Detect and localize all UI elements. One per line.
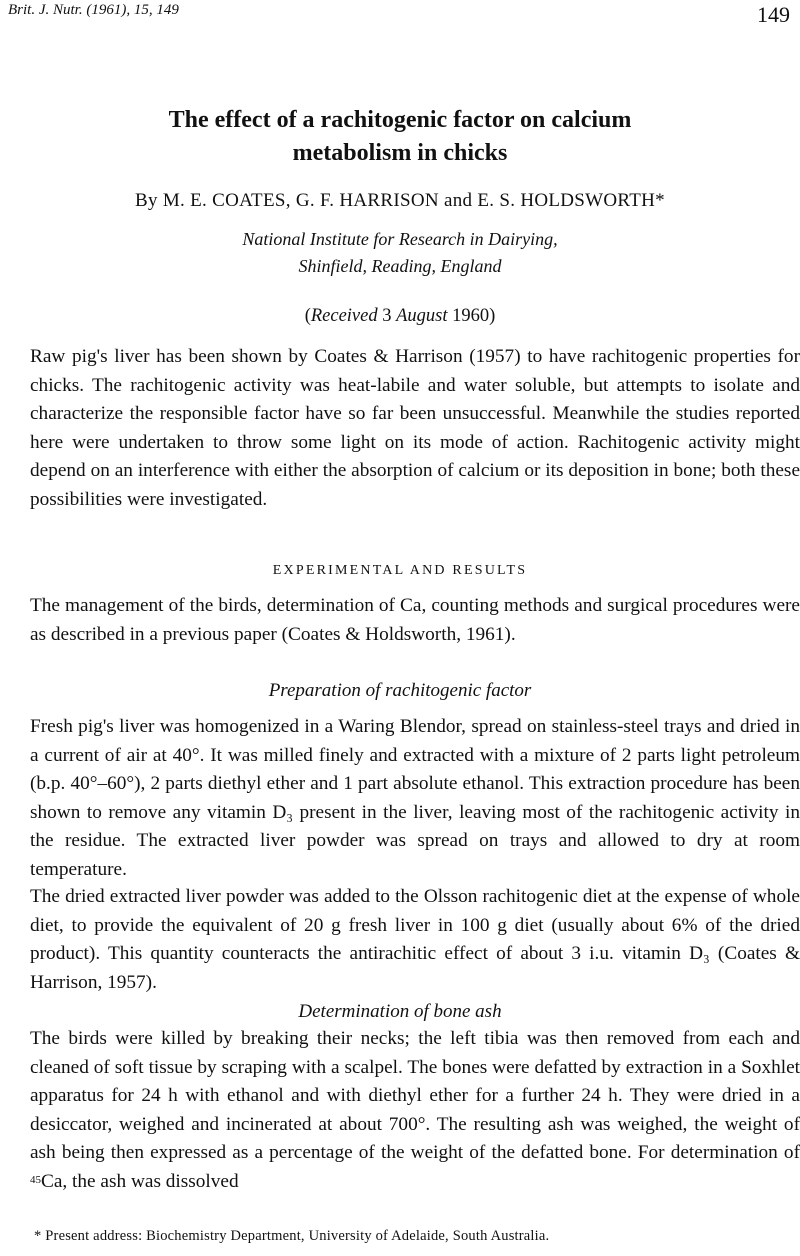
affiliation	[60, 226, 740, 280]
affiliation-line-2: Shinfield, Reading, England	[298, 256, 502, 276]
isotope-mass-number: 45	[30, 1173, 41, 1186]
received-year: 1960)	[447, 306, 496, 326]
intro-paragraph: Raw pig's liver has been shown by Coates & Harrison (1957) to have rachitogenic properties for chicks. The rachitogenic activity was heat-labile and water soluble, but attempts to isolate and characterize the responsible factor have so far been unsuccessful. Meanwhile the studies reported here were undertaken to throw some light on its mode of action. Rachitogenic activity might depend on an interference with either the absorption of calcium or its deposition in bone; both these possibilities were investigated.	[30, 346, 800, 510]
running-head	[8, 0, 796, 28]
subsection-heading-preparation: Preparation of rachitogenic factor	[268, 680, 532, 701]
received-day: 3	[377, 306, 397, 326]
page-number: 149	[757, 2, 790, 27]
methods-paragraph: The management of the birds, determination of Ca, counting methods and surgical procedures were as described in a previous paper (Coates & Holdsworth, 1961).	[30, 595, 800, 645]
preparation-paragraph-2: The dried extracted liver powder was added to the Olsson rachitogenic diet at the expense of whole diet, to provide the equivalent of 20 g fresh liver in 100 g diet (usually about 6% of the dried product). This quantity counteracts the antirachitic effect of about 3 i.u. vitamin D₃ (Coates & Harrison, 1957).	[30, 886, 800, 993]
preparation-paragraph-1: Fresh pig's liver was homogenized in a Waring Blendor, spread on stainless-steel trays and dried in a current of air at 40°. It was milled finely and extracted with a mixture of 2 parts light petroleum (b.p. 40°–60°), 2 parts diethyl ether and 1 part absolute ethanol. This extraction procedure has been shown to remove any vitamin D₃ present in the liver, leaving most of the rachitogenic activity in the residue. The extracted liver powder was spread on trays and allowed to dry at room temperature.	[30, 716, 800, 880]
bone-ash-paragraph	[30, 1025, 800, 1196]
received-month: August	[396, 306, 448, 326]
section-heading: EXPERIMENTAL AND RESULTS	[272, 563, 528, 578]
footnote: * Present address: Biochemistry Department, University of Adelaide, South Australia.	[34, 1228, 550, 1244]
journal-citation: Brit. J. Nutr. (1961), 15, 149	[8, 2, 179, 18]
bone-ash-text: The birds were killed by breaking their necks; the left tibia was then removed from each and cleaned of soft tissue by scraping with a scalpel. The bones were defatted by extraction in a Soxhlet apparatus for 24 h with ethanol and with diethyl ether for a further 24 h. They were dried in a desiccator, weighed and incinerated at about 700°. The resulting ash was weighed, the weight of ash being then expressed as a percentage of the weight of the defatted bone. For determination of	[30, 1028, 800, 1163]
received-open: (	[304, 306, 311, 326]
received-date	[60, 306, 740, 327]
bone-ash-text-tail: Ca, the ash was dissolved	[41, 1170, 239, 1192]
affiliation-line-1: National Institute for Research in Dairying,	[242, 229, 558, 249]
title-line-2: metabolism in chicks	[292, 140, 508, 166]
author-list: By M. E. COATES, G. F. HARRISON and E. S. HOLDSWORTH*	[135, 190, 665, 211]
article-title	[60, 104, 740, 170]
title-line-1: The effect of a rachitogenic factor on calcium	[168, 107, 632, 133]
received-word: Received	[310, 306, 378, 326]
subsection-heading-bone-ash: Determination of bone ash	[298, 1001, 502, 1022]
